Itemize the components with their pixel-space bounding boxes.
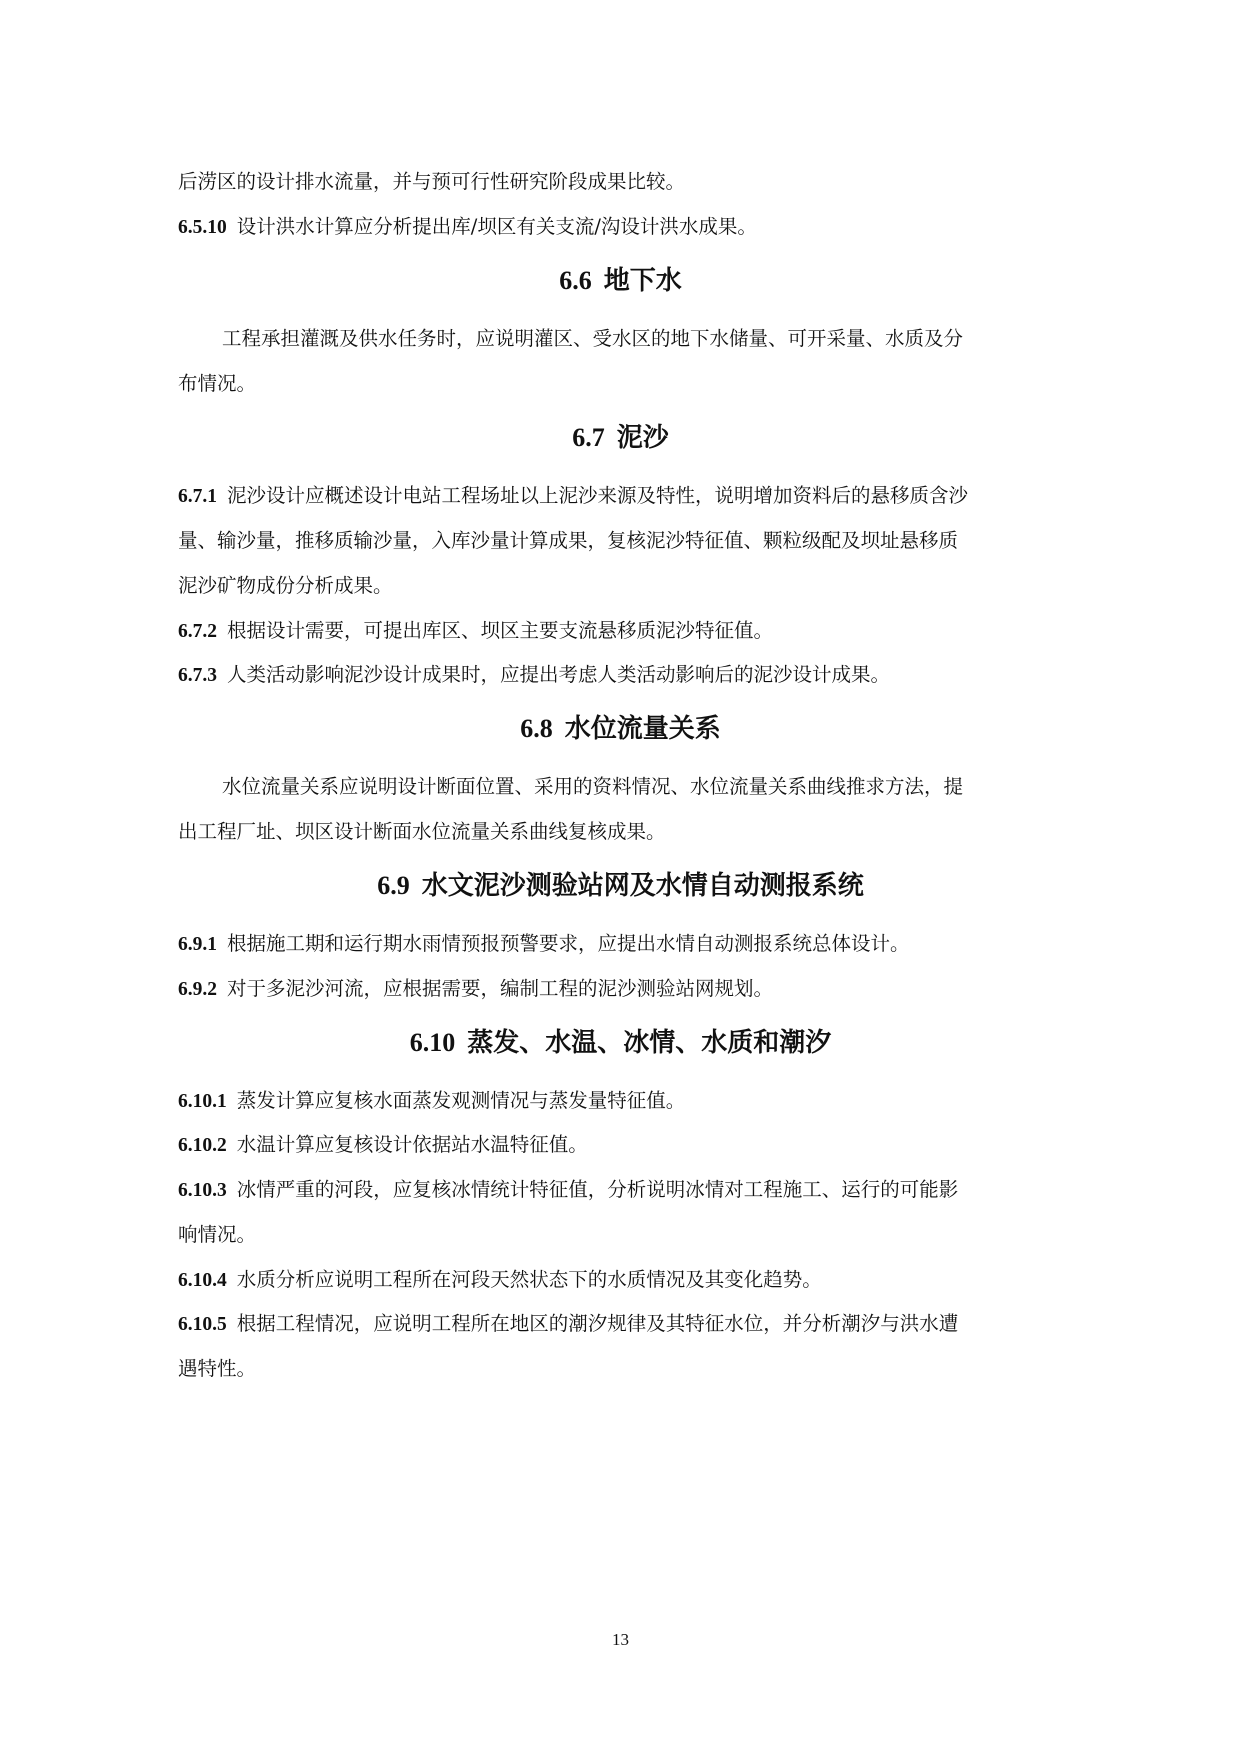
section-number: 6.7: [572, 423, 605, 452]
clause-6-7-1-line-1: [178, 482, 1068, 511]
clause-6-10-3-line-1: [178, 1176, 1068, 1205]
clause-text: 水质分析应说明工程所在河段天然状态下的水质情况及其变化趋势。: [236, 1268, 822, 1291]
clause-text: 水温计算应复核设计依据站水温特征值。: [236, 1133, 588, 1156]
clause-6-10-3-line-2: 响情况。: [178, 1223, 257, 1246]
clause-number: 6.10.3: [178, 1180, 227, 1201]
section-title: 蒸发、水温、冰情、水质和潮汐: [467, 1028, 832, 1058]
paragraph-6-8-line-1: 水位流量关系应说明设计断面位置、采用的资料情况、水位流量关系曲线推求方法，提: [222, 775, 964, 798]
clause-number: 6.10.4: [178, 1270, 227, 1291]
clause-text: 根据施工期和运行期水雨情预报预警要求，应提出水情自动测报系统总体设计。: [227, 932, 910, 955]
clause-text: 泥沙设计应概述设计电站工程场址以上泥沙来源及特性，说明增加资料后的悬移质含沙: [227, 484, 969, 507]
clause-number: 6.7.1: [178, 486, 217, 507]
clause-6-7-3: [178, 661, 1068, 690]
section-title: 地下水: [603, 266, 682, 296]
section-heading-6-7: [0, 421, 1241, 455]
section-heading-6-9: [0, 869, 1241, 903]
clause-number: 6.5.10: [178, 217, 227, 238]
clause-6-10-5-line-2: 遇特性。: [178, 1357, 257, 1380]
clause-text: 人类活动影响泥沙设计成果时，应提出考虑人类活动影响后的泥沙设计成果。: [227, 663, 891, 686]
section-title: 泥沙: [616, 423, 669, 453]
clause-6-10-1: [178, 1087, 1068, 1116]
clause-6-5-10: [178, 213, 1068, 242]
section-title: 水文泥沙测验站网及水情自动测报系统: [421, 871, 864, 901]
clause-6-9-2: [178, 975, 1068, 1004]
section-number: 6.9: [377, 871, 410, 900]
clause-number: 6.10.2: [178, 1135, 227, 1156]
clause-text: 根据设计需要，可提出库区、坝区主要支流悬移质泥沙特征值。: [227, 619, 774, 642]
clause-text: 设计洪水计算应分析提出库/坝区有关支流/沟设计洪水成果。: [236, 215, 757, 238]
clause-number: 6.9.2: [178, 979, 217, 1000]
section-number: 6.8: [520, 714, 553, 743]
section-title: 水位流量关系: [564, 714, 721, 744]
clause-6-10-4: [178, 1266, 1068, 1295]
clause-number: 6.10.5: [178, 1314, 227, 1335]
paragraph-6-6-line-1: 工程承担灌溉及供水任务时，应说明灌区、受水区的地下水储量、可开采量、水质及分: [222, 327, 964, 350]
clause-text: 蒸发计算应复核水面蒸发观测情况与蒸发量特征值。: [236, 1089, 686, 1112]
page-number: 13: [612, 1630, 629, 1649]
clause-6-9-1: [178, 930, 1068, 959]
clause-6-10-5-line-1: [178, 1310, 1068, 1339]
section-number: 6.6: [559, 266, 592, 295]
paragraph-6-6-line-2: 布情况。: [178, 372, 257, 395]
section-heading-6-10: [0, 1026, 1241, 1060]
clause-number: 6.10.1: [178, 1091, 227, 1112]
clause-6-7-2: [178, 617, 1068, 646]
clause-number: 6.7.2: [178, 621, 217, 642]
clause-6-7-1-line-3: 泥沙矿物成份分析成果。: [178, 574, 393, 597]
section-heading-6-6: [0, 264, 1241, 298]
clause-number: 6.9.1: [178, 934, 217, 955]
continued-paragraph: 后涝区的设计排水流量，并与预可行性研究阶段成果比较。: [178, 170, 686, 193]
section-heading-6-8: [0, 712, 1241, 746]
clause-6-10-2: [178, 1131, 1068, 1160]
paragraph-6-8-line-2: 出工程厂址、坝区设计断面水位流量关系曲线复核成果。: [178, 820, 666, 843]
section-number: 6.10: [409, 1028, 456, 1057]
clause-text: 根据工程情况，应说明工程所在地区的潮汐规律及其特征水位，并分析潮汐与洪水遭: [236, 1312, 959, 1335]
clause-6-7-1-line-2: 量、输沙量，推移质输沙量，入库沙量计算成果，复核泥沙特征值、颗粒级配及坝址悬移质: [178, 529, 959, 552]
clause-number: 6.7.3: [178, 665, 217, 686]
clause-text: 冰情严重的河段，应复核冰情统计特征值，分析说明冰情对工程施工、运行的可能影: [236, 1178, 959, 1201]
clause-text: 对于多泥沙河流，应根据需要，编制工程的泥沙测验站网规划。: [227, 977, 774, 1000]
